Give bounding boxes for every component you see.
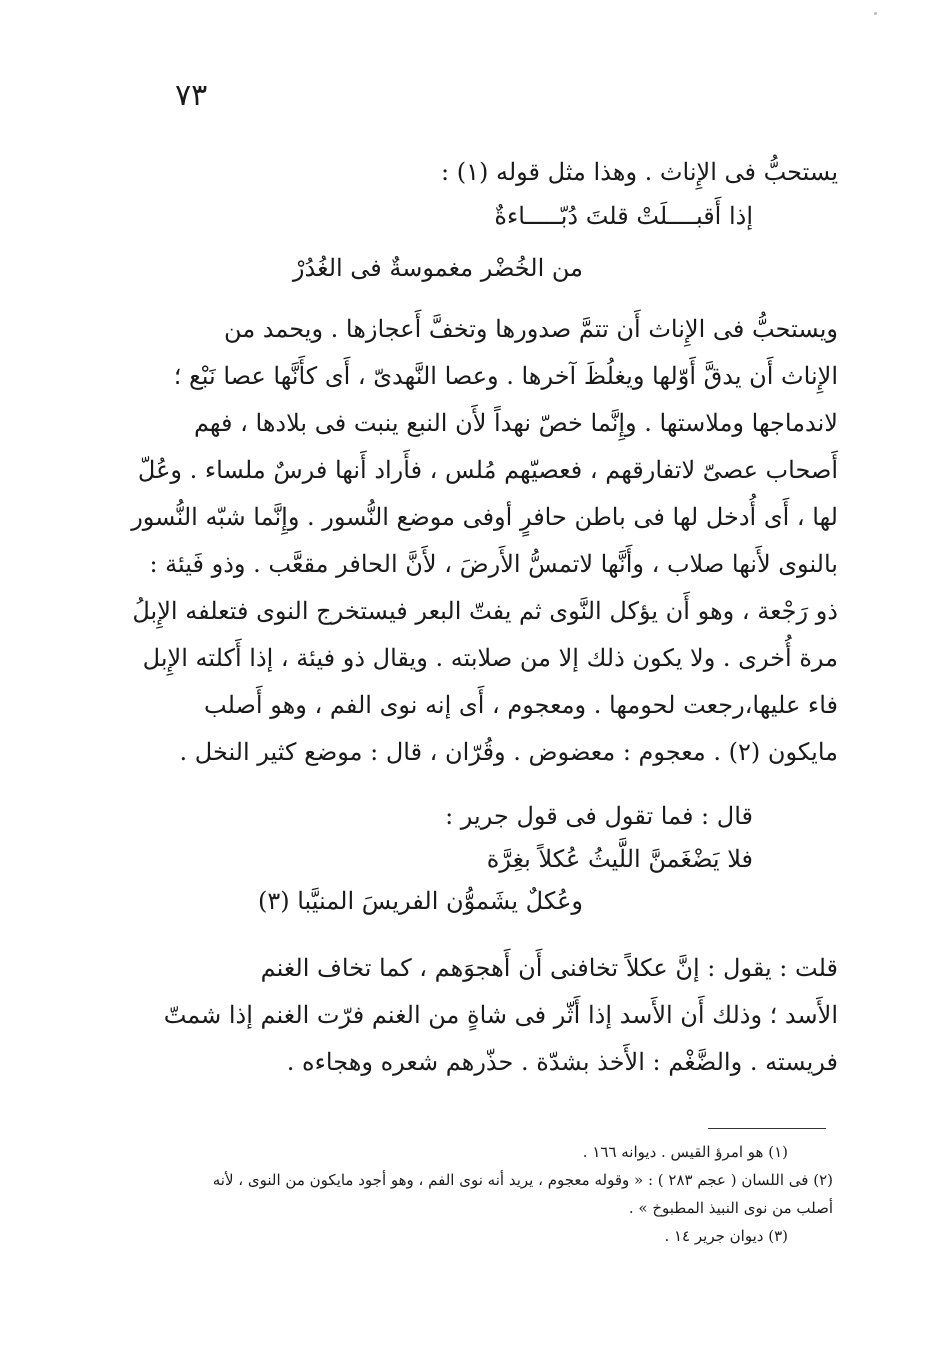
- footnotes: [140, 1138, 833, 1250]
- paragraph-line: مايكون (٢) . معجوم : معضوض . وقُرّان ، قال : موضع كثير النخل .: [179, 738, 838, 766]
- paragraph-line: فريسته . والضَّغْم : الأَخذ بشدّة . حذّرهم شعره وهجاءه .: [286, 1048, 838, 1076]
- paragraph-1: [131, 306, 838, 776]
- paragraph-line: بالنوى لأَنها صلاب ، وأَنَّها لاتمسُّ الأَرضَ ، لأَنَّ الحافر مقعَّب . وذو فَيئة :: [149, 550, 838, 578]
- verse-2-hemistich-1: فلا يَضْغَمنَّ اللَّيثُ عُكلاً بغِرَّة: [486, 845, 753, 873]
- intro-line-block: [441, 150, 838, 194]
- verse-1-second: [293, 247, 583, 289]
- paragraph-line: الإِناث أَن يدقَّ أَوّلها ويغلُظَ آخرها . وعصا النَّهدىّ ، أَى كأَنَّها عصا نَبْع ؛: [173, 362, 838, 390]
- footnote-2-continued: أصلب من نوى النبيذ المطبوخ » .: [628, 1199, 833, 1217]
- verse-1-hemistich-1: إذا أَقبــــلَتْ قلتَ دُبّـــــاءةٌ: [494, 202, 753, 230]
- question-line: قال : فما تقول فى قول جرير :: [445, 802, 753, 830]
- paragraph-line: لاندماجها وملاستها . وإِنَّما خصّ نهداً لأَن النبع ينبت فى بلادها ، فهم: [193, 409, 838, 437]
- verse-2: [487, 838, 753, 880]
- verse-2-hemistich-2: وعُكلٌ يشَموُّن الفريسَ المنيَّبا (٣): [257, 887, 583, 915]
- verse-1: [494, 195, 753, 237]
- verse-2-second: [258, 880, 583, 922]
- footnote-2: (٢) فى اللسان ( عجم ٢٨٣ ) : « وقوله معجوم ، يريد أنه نوى الفم ، وهو أجود مايكون من النوى ، لأنه: [212, 1171, 833, 1189]
- paragraph-line: أَصحاب عصىّ لاتفارقهم ، فعصيّهم مُلس ، فأَراد أَنها فرسٌ ملساء . وعُلّ: [137, 456, 838, 484]
- footnote-3: (٣) ديوان جرير ١٤ .: [664, 1227, 788, 1245]
- paragraph-line: فاء عليها،رجعت لحومها . ومعجوم ، أَى إنه نوى الفم ، وهو أَصلب: [204, 691, 838, 719]
- paragraph-line: لها ، أَى أُدخل لها فى باطن حافرٍ أوفى موضع النُّسور . وإِنَّما شبّه النُّسور: [131, 503, 838, 531]
- scan-speck: [874, 12, 877, 15]
- paragraph-line: الأَسد ؛ وذلك أَن الأَسد إذا أَثّر فى شاةٍ من الغنم فرّت الغنم إذا شمتّ: [163, 1001, 838, 1029]
- paragraph-2: [140, 945, 838, 1086]
- footnote-separator: [708, 1128, 826, 1129]
- intro-line: يستحبُّ فى الإِناث . وهذا مثل قوله (١) :: [440, 158, 838, 186]
- verse-1-hemistich-2: من الخُضْر مغموسةٌ فى الغُدُرْ: [292, 254, 583, 282]
- paragraph-line: ذو رَجْعة ، وهو أَن يؤكل النَّوى ثم يفتّ البعر فيستخرج النوى فتعلفه الإِبلُ: [132, 597, 838, 625]
- footnote-1: (١) هو امرؤ القيس . ديوانه ١٦٦ .: [582, 1143, 788, 1161]
- page-number: ٧٣: [175, 78, 208, 113]
- paragraph-line: ويستحبُّ فى الإِناث أَن تتمَّ صدورها وتخفَّ أَعجازها . ويحمد من: [224, 315, 838, 343]
- paragraph-line: مرة أُخرى . ولا يكون ذلك إلا من صلابته . ويقال ذو فيئة ، إذا أَكلته الإِبل: [142, 644, 838, 672]
- question-block: [445, 795, 753, 837]
- paragraph-line: قلت : يقول : إنَّ عكلاً تخافنى أَن أَهجوَهم ، كما تخاف الغنم: [260, 954, 838, 982]
